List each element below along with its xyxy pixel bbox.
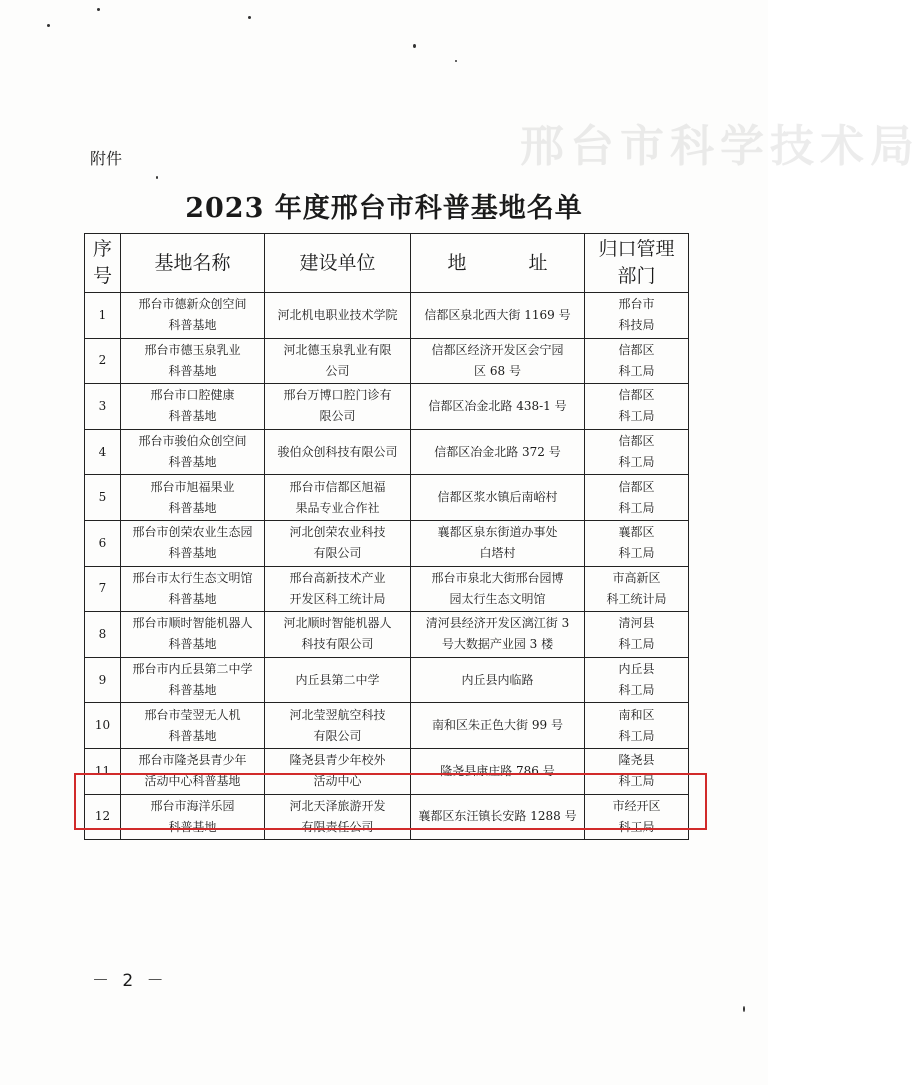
row-unit-line: 开发区科工统计局 (289, 591, 386, 606)
row-name-line: 科普基地 (168, 591, 217, 606)
row-name (121, 475, 265, 521)
row-dept-line: 科工局 (618, 546, 655, 561)
row-name (121, 612, 265, 658)
row-dept (585, 703, 689, 749)
row-dept-line: 市经开区 (612, 798, 661, 813)
row-unit (265, 429, 411, 475)
row-address (411, 429, 585, 475)
row-name-line: 邢台市海洋乐园 (150, 798, 235, 813)
attachment-label: 附件 (90, 149, 123, 168)
table-row (85, 703, 689, 749)
row-dept-line: 邢台市 (618, 297, 655, 312)
row-name-line: 科普基地 (168, 819, 217, 834)
header-unit: 建设单位 (265, 234, 411, 293)
row-address-line: 区 68 号 (474, 363, 521, 378)
row-unit (265, 657, 411, 703)
row-name-line: 科普基地 (168, 546, 217, 561)
row-unit-line: 邢台高新技术产业 (289, 570, 386, 585)
row-unit-line: 河北创荣农业科技 (289, 525, 386, 540)
row-address-line: 号大数据产业园 3 楼 (441, 637, 554, 652)
row-dept (585, 566, 689, 612)
row-name (121, 520, 265, 566)
row-serial: 8 (85, 612, 121, 658)
row-unit (265, 566, 411, 612)
row-dept-line: 襄都区 (618, 525, 655, 540)
row-dept-line: 信都区 (618, 434, 655, 449)
row-dept-line: 清河县 (618, 616, 655, 631)
row-serial: 3 (85, 384, 121, 430)
row-address (411, 612, 585, 658)
row-address (411, 566, 585, 612)
table-row (85, 338, 689, 384)
row-address-line: 信都区经济开发区会宁园 (431, 342, 564, 357)
row-name-line: 科普基地 (168, 683, 217, 698)
table-row (85, 293, 689, 339)
row-address-line: 襄都区东汪镇长安路 1288 号 (418, 809, 577, 824)
row-name (121, 293, 265, 339)
table-row (85, 384, 689, 430)
row-name-line: 邢台市德玉泉乳业 (144, 342, 241, 357)
row-dept-line: 科工统计局 (606, 591, 667, 606)
row-address (411, 703, 585, 749)
row-dept-line: 科工局 (618, 637, 655, 652)
row-name-line: 科普基地 (168, 637, 217, 652)
row-address-line: 襄都区泉东街道办事处 (437, 525, 558, 540)
row-address (411, 657, 585, 703)
row-dept-line: 科工局 (618, 819, 655, 834)
row-address-line: 白塔村 (479, 546, 516, 561)
row-dept-line: 信都区 (618, 342, 655, 357)
table-row (85, 475, 689, 521)
highlight-box (74, 773, 707, 830)
row-name-line: 科普基地 (168, 455, 217, 470)
row-name (121, 429, 265, 475)
row-name (121, 338, 265, 384)
row-dept-line: 信都区 (618, 388, 655, 403)
row-name-line: 邢台市旭福果业 (150, 479, 235, 494)
scan-speck (156, 176, 158, 179)
science-base-table (84, 233, 689, 840)
row-name-line: 邢台市隆尧县青少年 (138, 753, 247, 768)
row-address (411, 475, 585, 521)
row-unit-line: 有限公司 (313, 728, 362, 743)
row-dept-line: 隆尧县 (618, 753, 655, 768)
table-row (85, 612, 689, 658)
row-address (411, 520, 585, 566)
row-address-line: 园太行生态文明馆 (449, 591, 546, 606)
scan-speck (413, 44, 416, 48)
row-unit-line: 河北德玉泉乳业有限 (283, 342, 392, 357)
row-dept (585, 520, 689, 566)
table-body (85, 293, 689, 840)
row-name-line: 邢台市骏伯众创空间 (138, 434, 247, 449)
row-serial: 12 (85, 794, 121, 840)
row-dept (585, 429, 689, 475)
row-serial: 5 (85, 475, 121, 521)
row-unit-line: 限公司 (319, 409, 356, 424)
row-unit-line: 有限责任公司 (301, 819, 374, 834)
row-unit (265, 703, 411, 749)
row-name-line: 科普基地 (168, 409, 217, 424)
row-unit-line: 隆尧县青少年校外 (289, 753, 386, 768)
row-name-line: 科普基地 (168, 363, 217, 378)
row-name-line: 邢台市创荣农业生态园 (132, 525, 253, 540)
table-row (85, 520, 689, 566)
row-dept-line: 科技局 (618, 318, 655, 333)
row-name-line: 邢台市德新众创空间 (138, 297, 247, 312)
row-address-line: 信都区冶金北路 438-1 号 (428, 398, 567, 413)
scan-speck (455, 60, 457, 62)
row-serial: 1 (85, 293, 121, 339)
row-serial: 2 (85, 338, 121, 384)
row-dept-line: 科工局 (618, 500, 655, 515)
row-name (121, 657, 265, 703)
row-unit-line: 公司 (325, 363, 350, 378)
header-serial-text: 序号 (92, 238, 112, 287)
scan-speck (47, 24, 50, 27)
row-unit-line: 河北顺时智能机器人 (283, 616, 392, 631)
row-unit-line: 河北天泽旅游开发 (289, 798, 386, 813)
row-name (121, 384, 265, 430)
row-unit-line: 科技有限公司 (301, 637, 374, 652)
row-serial: 7 (85, 566, 121, 612)
table-row (85, 566, 689, 612)
row-dept-line: 科工局 (618, 683, 655, 698)
row-unit-line: 有限公司 (313, 546, 362, 561)
row-dept (585, 612, 689, 658)
row-address-line: 邢台市泉北大街邢台园博 (431, 570, 564, 585)
row-serial: 9 (85, 657, 121, 703)
header-base-name: 基地名称 (121, 234, 265, 293)
header-department-text: 归口管理部门 (598, 238, 675, 287)
table-header-row (85, 234, 689, 293)
row-name-line: 邢台市太行生态文明馆 (132, 570, 253, 585)
scan-speck (743, 1006, 745, 1012)
header-department (585, 234, 689, 293)
row-serial: 11 (85, 748, 121, 794)
row-dept (585, 384, 689, 430)
row-unit-line: 邢台市信都区旭福 (289, 479, 386, 494)
row-dept-line: 科工局 (618, 409, 655, 424)
row-unit-line: 骏伯众创科技有限公司 (277, 444, 398, 459)
row-name-line: 科普基地 (168, 318, 217, 333)
row-name-line: 邢台市内丘县第二中学 (132, 662, 253, 677)
row-name-line: 活动中心科普基地 (144, 774, 241, 789)
row-unit (265, 384, 411, 430)
row-address-line: 内丘县内临路 (461, 672, 534, 687)
row-name-line: 科普基地 (168, 728, 217, 743)
row-address-line: 信都区浆水镇后南峪村 (437, 490, 558, 505)
row-dept-line: 科工局 (618, 774, 655, 789)
row-name-line: 科普基地 (168, 500, 217, 515)
row-serial: 10 (85, 703, 121, 749)
header-address: 地 址 (411, 234, 585, 293)
row-unit (265, 338, 411, 384)
row-unit-line: 内丘县第二中学 (295, 672, 380, 687)
row-dept (585, 475, 689, 521)
row-dept (585, 657, 689, 703)
row-serial: 6 (85, 520, 121, 566)
row-dept-line: 南和区 (618, 707, 655, 722)
row-dept-line: 科工局 (618, 363, 655, 378)
row-address-line: 南和区朱正色大街 99 号 (432, 718, 563, 733)
row-name (121, 703, 265, 749)
row-address (411, 293, 585, 339)
row-unit-line: 河北机电职业技术学院 (277, 307, 398, 322)
scan-speck (248, 16, 251, 19)
table-row (85, 429, 689, 475)
row-unit (265, 520, 411, 566)
row-name-line: 邢台市莹翌无人机 (144, 707, 241, 722)
row-name-line: 邢台市口腔健康 (150, 388, 235, 403)
row-unit-line: 邢台万博口腔门诊有 (283, 388, 392, 403)
row-name-line: 邢台市顺时智能机器人 (132, 616, 253, 631)
row-address-line: 隆尧县康庄路 786 号 (440, 763, 555, 778)
row-address-line: 清河县经济开发区漓江街 3 (425, 616, 570, 631)
row-unit-line: 河北莹翌航空科技 (289, 707, 386, 722)
row-address-line: 信都区冶金北路 372 号 (434, 444, 561, 459)
row-address (411, 338, 585, 384)
row-address (411, 384, 585, 430)
row-dept (585, 338, 689, 384)
row-dept-line: 科工局 (618, 455, 655, 470)
row-serial: 4 (85, 429, 121, 475)
row-unit (265, 612, 411, 658)
row-address-line: 信都区泉北西大街 1169 号 (424, 307, 571, 322)
document-title: 2023 年度邢台市科普基地名单 (185, 193, 583, 224)
header-serial (85, 234, 121, 293)
row-dept-line: 科工局 (618, 728, 655, 743)
row-unit (265, 475, 411, 521)
row-dept-line: 市高新区 (612, 570, 661, 585)
row-dept-line: 信都区 (618, 479, 655, 494)
bleed-through-text: 邢台市科学技术局 (520, 121, 920, 172)
page-number: － 2 － (92, 971, 168, 991)
row-unit (265, 293, 411, 339)
row-unit-line: 活动中心 (313, 774, 362, 789)
row-dept-line: 内丘县 (618, 662, 655, 677)
row-name (121, 566, 265, 612)
scan-speck (97, 8, 100, 11)
table-row (85, 657, 689, 703)
row-unit-line: 果品专业合作社 (295, 500, 380, 515)
row-dept (585, 293, 689, 339)
